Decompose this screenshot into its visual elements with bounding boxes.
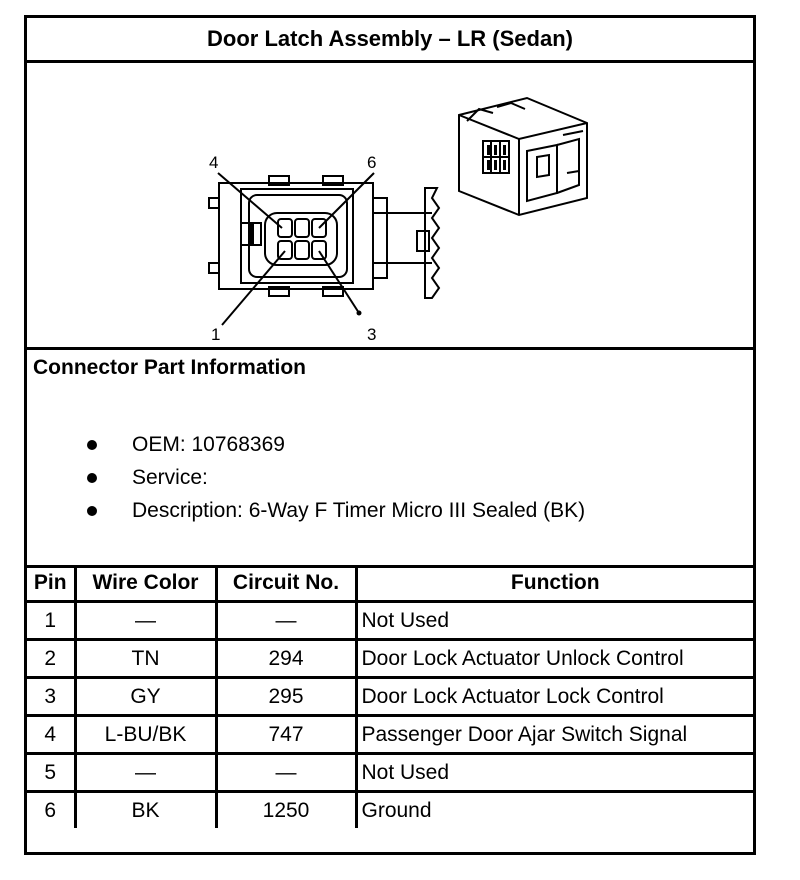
info-item-oem: OEM: 10768369: [77, 428, 585, 461]
bullet-icon: [87, 506, 97, 516]
table-row: [27, 678, 753, 716]
cell-circuit: 294: [216, 640, 356, 678]
cell-pin: 3: [27, 678, 75, 716]
page-title: Door Latch Assembly – LR (Sedan): [27, 18, 753, 63]
connector-diagram: [27, 63, 753, 350]
cell-wire-color: L-BU/BK: [75, 716, 216, 754]
cavity-4: [278, 219, 292, 237]
cell-function: Not Used: [356, 754, 753, 792]
cell-pin: 2: [27, 640, 75, 678]
cell-function: Door Lock Actuator Lock Control: [356, 678, 753, 716]
cell-wire-color: TN: [75, 640, 216, 678]
cell-function: Ground: [356, 792, 753, 829]
cell-circuit: 747: [216, 716, 356, 754]
pin-label-1: 1: [211, 325, 221, 344]
table-header-row: [27, 565, 753, 602]
pin-label-4: 4: [209, 153, 219, 172]
pinout-table: [27, 565, 753, 828]
table-row: [27, 602, 753, 640]
cell-pin: 1: [27, 602, 75, 640]
info-list: [77, 428, 585, 527]
connector-isometric: [459, 98, 587, 215]
cell-function: Not Used: [356, 602, 753, 640]
info-item-service: Service:: [77, 461, 585, 494]
cell-circuit: —: [216, 754, 356, 792]
connector-sheet: [24, 15, 756, 855]
table-row: [27, 716, 753, 754]
cell-wire-color: BK: [75, 792, 216, 829]
cell-wire-color: —: [75, 754, 216, 792]
cavity-3: [312, 241, 326, 259]
cell-pin: 4: [27, 716, 75, 754]
table-row: [27, 792, 753, 829]
pin-label-6: 6: [367, 153, 377, 172]
connector-part-info: [27, 350, 753, 568]
header-circuit-no: Circuit No.: [216, 565, 356, 602]
cell-function: Door Lock Actuator Unlock Control: [356, 640, 753, 678]
bullet-icon: [87, 473, 97, 483]
info-heading: Connector Part Information: [33, 356, 307, 379]
pin-label-3: 3: [367, 325, 377, 344]
cell-wire-color: —: [75, 602, 216, 640]
info-item-description: Description: 6-Way F Timer Micro III Sealed (BK): [77, 494, 585, 527]
bullet-icon: [87, 440, 97, 450]
cell-circuit: 1250: [216, 792, 356, 829]
cell-pin: 5: [27, 754, 75, 792]
cell-circuit: —: [216, 602, 356, 640]
header-function: Function: [356, 565, 753, 602]
table-row: [27, 754, 753, 792]
connector-drawing: [27, 63, 753, 347]
cell-wire-color: GY: [75, 678, 216, 716]
header-wire-color: Wire Color: [75, 565, 216, 602]
cell-pin: 6: [27, 792, 75, 829]
cell-function: Passenger Door Ajar Switch Signal: [356, 716, 753, 754]
header-pin: Pin: [27, 565, 75, 602]
table-row: [27, 640, 753, 678]
cell-circuit: 295: [216, 678, 356, 716]
